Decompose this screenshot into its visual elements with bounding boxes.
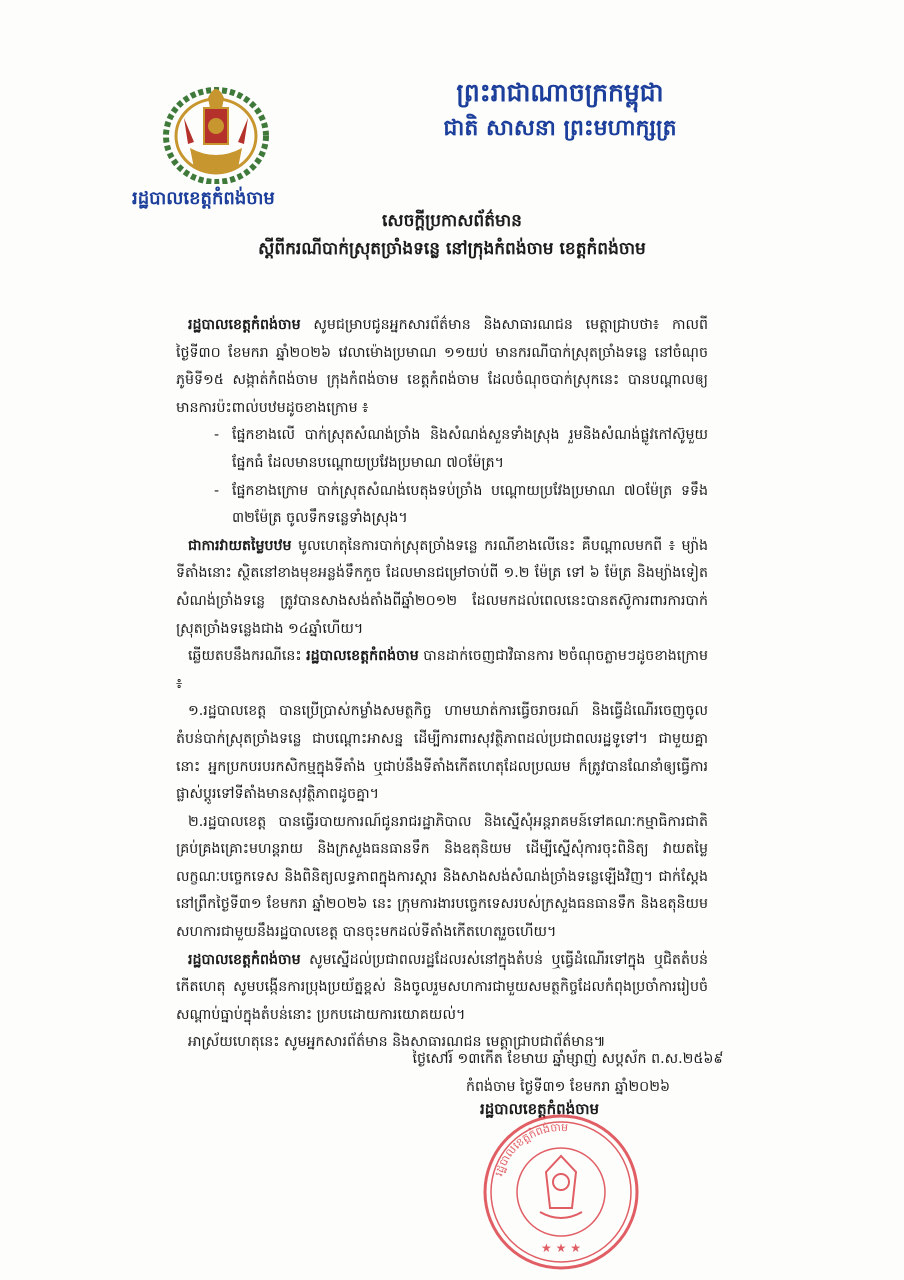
svg-text:រដ្ឋបាលខេត្តកំពង់ចាម [492, 1121, 568, 1178]
paragraph-1 [176, 312, 708, 422]
document-body [176, 312, 708, 1057]
bullet-item-2: - ផ្នែកខាងក្រោម បាក់ស្រុតសំណង់បេតុងទប់ច្រាំង បណ្តោយប្រវែងប្រមាណ ៧០ម៉ែត្រ ទទឹង ៣២ម៉ែត្រ ចូលទឹកទន្លេទាំងស្រុង។ [176, 478, 708, 533]
paragraph-2 [176, 533, 708, 643]
paragraph-lead: ជាការវាយតម្លៃបឋម [188, 537, 292, 554]
paragraph-lead: រដ្ឋបាលខេត្តកំពង់ចាម [188, 951, 301, 968]
royal-emblem-icon [160, 78, 272, 184]
paragraph-text: មូលហេតុនៃការបាក់ស្រុតច្រាំងទន្លេ ករណីខាងលើនេះ គឺបណ្តាលមកពី ៖ ម្យ៉ាងទីតាំងនោះ ស្ថិតនៅខាងមុខអន្លង់ទឹកកួច ដែលមានជម្រៅចាប់ពី ១.២ ម៉ែត្រ ទៅ ៦ ម៉ែត្រ និងម្យ៉ាងទៀត សំណង់ច្រាំងទន្លេ ត្រូវបានសាងសង់តាំងពីឆ្នាំ២០១២ ដែលមកដល់ពេលនេះបានតស៊ូការពារការបាក់ស្រុតច្រាំងទន្លេងជាង ១៤ឆ្នាំហើយ។ [176, 537, 708, 637]
national-motto: ជាតិ សាសនា ព្រះមហាក្សត្រ [443, 115, 677, 141]
measure-1: ១.រដ្ឋបាលខេត្ត បានប្រើប្រាស់កម្លាំងសមត្ថកិច្ច ហាមឃាត់ការធ្វើចរាចរណ៍ និងធ្វើដំណើរចេញចូលតំបន់បាក់ស្រុតច្រាំងទន្លេ ជាបណ្តោះអាសន្ន ដើម្បីការពារសុវត្ថិភាពដល់ប្រជាពលរដ្ឋទូទៅ។ ជាមួយគ្នានោះ អ្នកប្រកបរបរកសិកម្មក្នុងទីតាំង ឬជាប់នឹងទីតាំងកើតហេតុដែលប្រឈម ក៏ត្រូវបានណែនាំឲ្យធ្វើការផ្លាស់ប្តូរទៅទីតាំងមានសុវត្ថិភាពដូចគ្នា។ [176, 703, 708, 803]
svg-text:★ ★ ★: ★ ★ ★ [541, 1241, 581, 1255]
paragraph-lead: រដ្ឋបាលខេត្តកំពង់ចាម [188, 317, 301, 333]
measure-2: ២.រដ្ឋបាលខេត្ត បានធ្វើរបាយការណ៍ជូនរាជរដ្ឋាភិបាល និងស្នើសុំអន្តរាគមន៍ទៅគណៈកម្មាធិការជាតិគ្រប់គ្រងគ្រោះមហន្តរាយ និងក្រសួងធនធានទឹក និងឧតុនិយម ដើម្បីស្នើសុំការចុះពិនិត្យ វាយតម្លៃលក្ខណៈបច្ចេកទេស និងពិនិត្យលទ្ធភាពក្នុងការស្តារ និងសាងសង់សំណង់ច្រាំងទន្លេឡើងវិញ។ ជាក់ស្តែង នៅព្រឹកថ្ងៃទី៣១ ខែមករា ឆ្នាំ២០២៦ នេះ ក្រុមការងារបច្ចេកទេសរបស់ក្រសួងធនធានទឹក និងឧតុនិយម សហការជាមួយនឹងរដ្ឋបាលខេត្ត បានចុះមកដល់ទីតាំងកើតហេតុរួចហើយ។ [176, 813, 708, 941]
paragraph-lead: រដ្ឋបាលខេត្តកំពង់ចាម [306, 648, 419, 665]
signer-name: រដ្ឋបាលខេត្តកំពង់ចាម [480, 1100, 600, 1118]
paragraph-text: បានដាក់ចេញជាវិធានការ ២ចំណុចភ្លាមៗដូចខាងក្រោម ៖ [176, 648, 709, 692]
document-subtitle: ស្តីពីករណីបាក់ស្រុតច្រាំងទន្លេ នៅក្រុងកំពង់ចាម ខេត្តកំពង់ចាម [258, 239, 646, 259]
kingdom-title: ព្រះរាជាណាចក្រកម្ពុជា [456, 78, 664, 107]
official-seal-icon [480, 1112, 642, 1272]
paragraph-3 [176, 643, 708, 698]
issuing-authority: រដ្ឋបាលខេត្តកំពង់ចាម [132, 188, 275, 209]
paragraph-text-pre: ឆ្លើយតបនឹងករណីនេះ [188, 648, 307, 665]
paragraph-6 [176, 947, 708, 1030]
place-date: កំពង់ចាម ថ្ងៃទី៣១ ខែមករា ឆ្នាំ២០២៦ [465, 1079, 671, 1095]
closing-paragraph: អាស្រ័យហេតុនេះ សូមអ្នកសារព័ត៌មាន និងសាធារណជន មេត្តាជ្រាបជាព័ត៌មាន៕ [188, 1034, 606, 1051]
paragraph-text: សូមស្នើដល់ប្រជាពលរដ្ឋដែលរស់នៅក្នុងតំបន់ ឬធ្វើដំណើរទៅក្នុង ឬជិតតំបន់កើតហេតុ សូមបង្កើនការប្រុងប្រយ័ត្នខ្ពស់ និងចូលរួមសហការជាមួយសមត្ថកិច្ចដែលកំពុងប្រចាំការរៀបចំសណ្តាប់ធ្នាប់ក្នុងតំបន់នោះ ប្រកបដោយការយោគយល់។ [176, 951, 708, 1023]
document-title: សេចក្តីប្រកាសព័ត៌មាន [382, 211, 522, 231]
paragraph-text: សូមជម្រាបជូនអ្នកសារព័ត៌មាន និងសាធារណជន មេត្តាជ្រាបថា៖ កាលពីថ្ងៃទី៣០ ខែមករា ឆ្នាំ២០២៦ វេលាម៉ោងប្រមាណ ១១យប់ មានករណីបាក់ស្រុតច្រាំងទន្លេ នៅចំណុចភូមិទី១៥ សង្កាត់កំពង់ចាម ក្រុងកំពង់ចាម ខេត្តកំពង់ចាម ដែលចំណុចបាក់ស្រុកនេះ បានបណ្តាលឲ្យមានការប៉ះពាល់បឋមដូចខាងក្រោម ៖ [176, 317, 708, 416]
seal-text: រដ្ឋបាលខេត្តកំពង់ចាម [492, 1120, 569, 1178]
lunar-date: ថ្ងៃសៅរ៍ ១៣កើត ខែមាឃ ឆ្នាំម្សាញ់ សប្តស័ក ព.ស.២៥៦៩ [412, 1051, 724, 1067]
bullet-item-1: - ផ្នែកខាងលើ បាក់ស្រុតសំណង់ច្រាំង និងសំណង់សួនទាំងស្រុង រួមនិងសំណង់ផ្លូវកៅស៊ូមួយផ្នែកធំ ដែលមានបណ្តោយប្រវែងប្រមាណ ៧០ម៉ែត្រ។ [176, 422, 708, 477]
